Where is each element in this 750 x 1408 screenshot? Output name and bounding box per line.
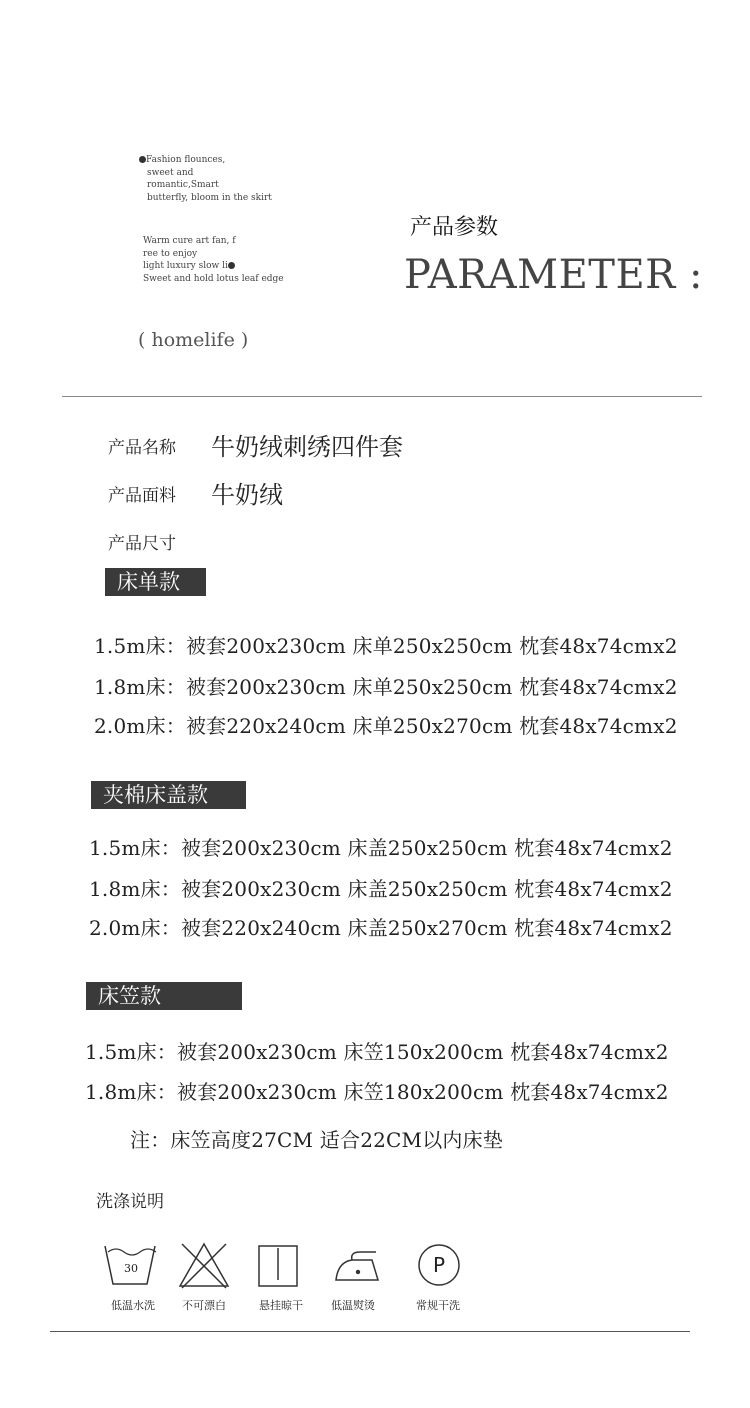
care-item-low-temp-iron [328,1238,388,1298]
page-title-cn: 产品参数 [410,215,499,240]
care-label: 悬挂晾干 [259,1299,303,1312]
care-label: 不可漂白 [182,1299,226,1312]
low-temp-wash-icon [100,1238,160,1294]
spec-row: 1.8m床：被套200x230cm 床笠180x200cm 枕套48x74cmx2 [85,1080,669,1104]
spec-row: 1.5m床：被套200x230cm 床盖250x250cm 枕套48x74cmx2 [89,836,673,860]
spec-row: 1.8m床：被套200x230cm 床盖250x250cm 枕套48x74cmx2 [89,877,673,901]
page-title-en: PARAMETER : [404,252,703,298]
dry-clean-letter: P [432,1253,446,1277]
section-title-flat-sheet: 床单款 [105,568,206,596]
care-label: 低温熨烫 [331,1299,375,1312]
dry-clean-icon [410,1238,470,1294]
hang-dry-icon [249,1238,309,1294]
low-temp-iron-icon [328,1238,388,1294]
product-name-label: 产品名称 [108,438,176,458]
care-item-low-temp-wash [100,1238,160,1298]
wash-temp-label: 30 [124,1262,138,1275]
bullet-dot-icon [139,156,146,163]
care-item-no-bleach [174,1238,234,1298]
product-size-label: 产品尺寸 [108,534,176,554]
note-text: 注：床笠高度27CM 适合22CM以内床垫 [130,1128,504,1152]
bullet-dot-icon [228,262,235,269]
divider-top [62,396,702,397]
spec-row: 2.0m床：被套220x240cm 床单250x270cm 枕套48x74cmx2 [94,714,678,738]
spec-row: 1.5m床：被套200x230cm 床笠150x200cm 枕套48x74cmx2 [85,1040,669,1064]
care-item-dry-clean [410,1238,470,1298]
care-label: 低温水洗 [111,1299,155,1312]
divider-bottom [50,1331,690,1332]
product-fabric-value: 牛奶绒 [211,481,283,509]
care-item-hang-dry [249,1238,309,1298]
decor-text-block-1: Fashion flounces, sweet and romantic,Smart butterfly, bloom in the skirt [139,154,272,204]
section-title-fitted-sheet: 床笠款 [86,982,242,1010]
spec-row: 2.0m床：被套220x240cm 床盖250x270cm 枕套48x74cmx2 [89,916,673,940]
care-title: 洗涤说明 [96,1192,164,1212]
decor-text-block-2: Warm cure art fan, f ree to enjoy light luxury slow li Sweet and hold lotus leaf edge [143,236,284,284]
no-bleach-icon [174,1238,234,1294]
product-name-value: 牛奶绒刺绣四件套 [211,433,403,461]
spec-row: 1.8m床：被套200x230cm 床单250x250cm 枕套48x74cmx2 [94,675,678,699]
care-label: 常规干洗 [416,1299,460,1312]
product-fabric-label: 产品面料 [108,486,176,506]
section-title-quilted-cover: 夹棉床盖款 [91,781,246,809]
spec-row: 1.5m床：被套200x230cm 床单250x250cm 枕套48x74cmx2 [94,634,678,658]
homelife-tag: ( homelife ) [138,329,249,351]
